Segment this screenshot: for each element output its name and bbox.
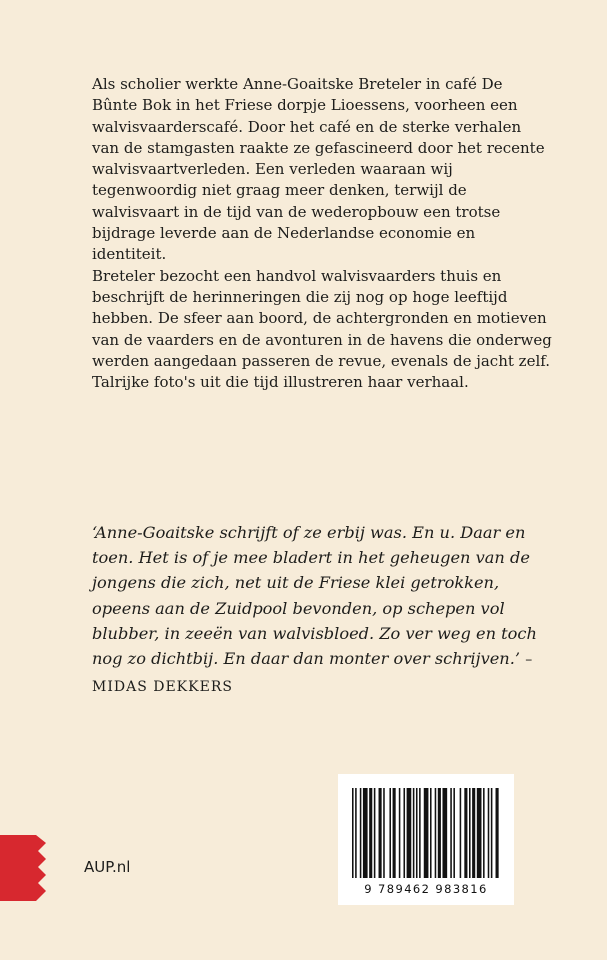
barcode-bar (430, 788, 432, 878)
barcode-bar (413, 788, 415, 878)
isbn-number: 9 789462 983816 (364, 882, 488, 896)
barcode-bar (424, 788, 429, 878)
barcode-bar (379, 788, 382, 878)
quote-text: ‘Anne-Goaitske schrijft of ze erbij was. En u. Daar en toen. Het is of je mee bladert in het geheugen van de jongens die zich, net uit de Friese klei getrokken, opeens aan de Zuidpool bevonden, op schepen vol blubber, in zeeën van walvisbloed. Zo ver weg en toch nog zo dichtbij. En daar dan monter over schrijven.’ (92, 523, 537, 669)
barcode-bar (488, 788, 490, 878)
barcode-bar (469, 788, 471, 878)
barcode-bar (399, 788, 401, 878)
aup-logo-icon (0, 835, 46, 901)
barcode-bar (389, 788, 391, 878)
quote-attribution: – MIDAS DEKKERS (92, 652, 534, 696)
endorsement-quote (92, 520, 562, 700)
barcode-bar (360, 788, 362, 878)
barcode-bar (453, 788, 455, 878)
barcode-bar (496, 788, 499, 878)
barcode-bar (419, 788, 421, 878)
barcode-bar (393, 788, 396, 878)
barcode-bar (363, 788, 368, 878)
barcode-bar (403, 788, 405, 878)
barcode-bar (460, 788, 462, 878)
barcode-bar (374, 788, 376, 878)
barcode-bar (442, 788, 447, 878)
publisher-website: AUP.nl (84, 858, 131, 876)
barcode-bar (472, 788, 475, 878)
barcode-bar (369, 788, 372, 878)
barcode-bar (438, 788, 441, 878)
barcode-bar (383, 788, 385, 878)
barcode-bar (491, 788, 493, 878)
barcode-bar (464, 788, 467, 878)
blurb-paragraph-1: Als scholier werkte Anne-Goaitske Breteler in café De Bûnte Bok in het Friese dorpje Lioessens, voorheen een walvisvaarderscafé. Door het café en de sterke verhalen van de stamgasten raakte ze gefascineerd door het recente walvisvaartverleden. Een verleden waaraan wij tegenwoordig niet graag meer denken, terwijl de walvisvaart in de tijd van de wederopbouw een trotse bijdrage leverde aan de Nederlandse economie en identiteit. (92, 75, 545, 264)
barcode-bar (352, 788, 354, 878)
barcode (338, 774, 514, 905)
barcode-bar (407, 788, 412, 878)
back-cover-blurb (92, 74, 552, 393)
barcode-bar (435, 788, 437, 878)
barcode-bar (416, 788, 418, 878)
barcode-bar (483, 788, 485, 878)
barcode-bar (477, 788, 482, 878)
barcode-bars (350, 788, 502, 882)
blurb-paragraph-2: Breteler bezocht een handvol walvisvaarders thuis en beschrijft de herinneringen die zij nog op hoge leeftijd hebben. De sfeer aan boord, de achtergronden en motieven van de vaarders en de avonturen in de havens die onderweg werden aangedaan passeren de revue, evenals de jacht zelf. Talrijke foto's uit die tijd illustreren haar verhaal. (92, 266, 552, 392)
barcode-bar (450, 788, 452, 878)
barcode-bar (355, 788, 357, 878)
